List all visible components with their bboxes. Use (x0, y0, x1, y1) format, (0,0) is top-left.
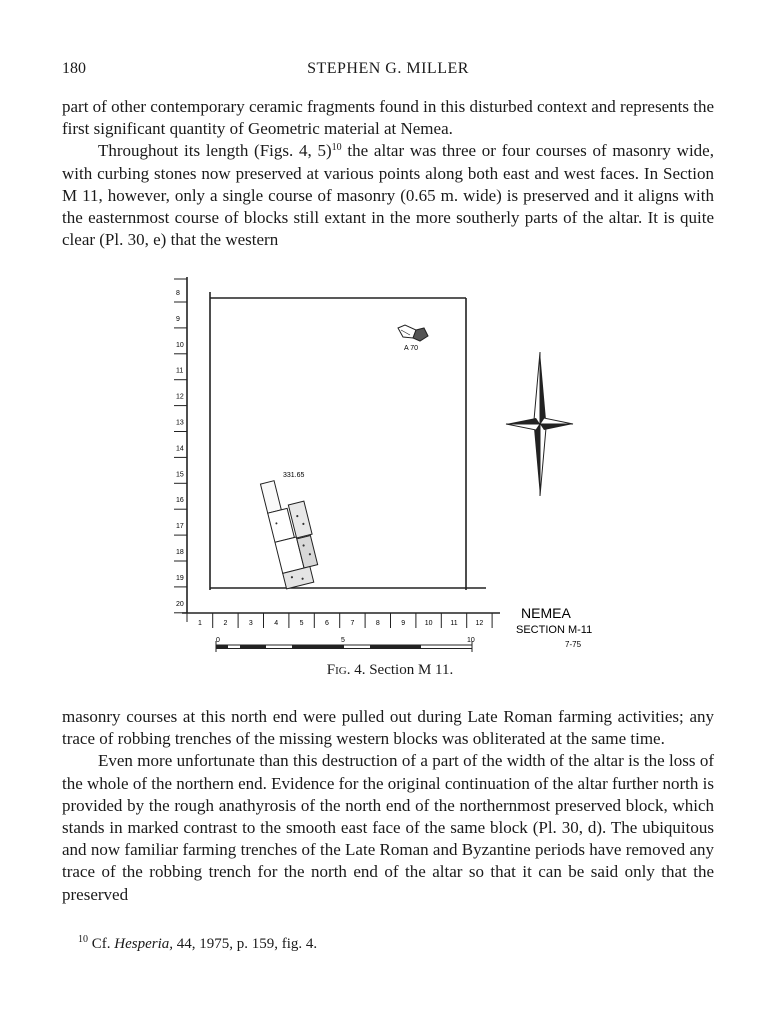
find-a70-label: A 70 (404, 345, 419, 352)
x-tick-label: 12 (475, 620, 484, 627)
y-tick-label: 14 (176, 445, 184, 453)
paragraph: part of other contemporary ceramic fragments found in this disturbed context and represents the first significant quantity of Geometric material at Nemea. (62, 97, 714, 139)
y-tick-label: 15 (176, 471, 184, 479)
y-tick-label: 10 (176, 341, 184, 349)
page-number: 180 (62, 60, 86, 77)
paragraph: Even more unfortunate than this destruction of a part of the width of the altar is the loss of the whole of the northern end. Evidence for the original continuation of the altar further north is provided by the rough anathyrosis of the north end of the northernmost preserved block, which stands in marked contrast to the smooth east face of the same block (Pl. 30, d). The ubiquitous and now familiar farming trenches of the Late Roman and Byzantine periods have removed any trace of the robbing trench for the north end of the altar so that it can be said only that the preserved (62, 751, 714, 904)
y-tick-label: 12 (176, 393, 184, 401)
y-tick-label: 20 (176, 600, 184, 608)
x-tick-label: 11 (450, 620, 458, 627)
paragraph: masonry courses at this north end were pulled out during Late Roman farming activities; any trace of robbing trenches of the missing western blocks was obliterated at the same time. (62, 707, 714, 749)
y-tick-label: 9 (176, 315, 180, 323)
body-text-top (62, 96, 714, 251)
paragraph: Throughout its length (Figs. 4, 5)$^{10}$ the altar was three or four courses of masonry wide, with curbing stones now preserved at various points along both east and west faces. In Section M 11, however, only a single course of masonry (0.65 m. wide) is preserved and it aligns with the easternmost course of blocks still extant in the more southerly parts of the altar. It is quite clear (Pl. 30, e) that the western (62, 141, 714, 250)
body-text-bottom (62, 706, 714, 906)
y-tick-label: 8 (176, 290, 180, 297)
x-tick-label: 1 (198, 620, 202, 627)
y-tick-label: 11 (176, 367, 184, 375)
running-head: STEPHEN G. MILLER (307, 60, 469, 77)
y-tick-label: 13 (176, 419, 184, 427)
x-tick-label: 8 (375, 620, 380, 627)
scale-label: 5 (341, 637, 345, 644)
y-tick-label: 17 (176, 523, 184, 531)
y-tick-label: 18 (176, 549, 184, 556)
x-tick-label: 2 (223, 620, 228, 627)
scale-bar (216, 637, 475, 652)
y-axis-ticks (174, 279, 187, 613)
x-tick-label: 9 (401, 620, 406, 627)
figure-subtitle: SECTION M-11 (516, 624, 593, 636)
x-tick-label: 4 (274, 620, 279, 627)
x-tick-label: 7 (350, 620, 355, 627)
footnote-ref: 10 (331, 142, 342, 154)
find-a70 (398, 325, 428, 352)
y-tick-label: 19 (176, 574, 184, 582)
scale-label: 0 (216, 637, 220, 644)
x-axis-ticks (187, 613, 492, 628)
y-tick-label: 16 (176, 497, 184, 505)
x-tick-label: 6 (325, 620, 329, 627)
x-tick-label: 5 (299, 620, 304, 627)
figure-date: 7-75 (565, 640, 582, 649)
figure-caption: Fig. 4. Section M 11. (326, 662, 454, 678)
x-tick-label: 10 (424, 620, 433, 627)
page-header (62, 60, 714, 82)
footnote: $^{10}$ Cf. Hesperia, 44, 1975, p. 159, fig. 4. (78, 934, 318, 952)
elevation-label: 331.65 (283, 472, 305, 479)
figure-title: NEMEA (521, 605, 571, 621)
altar-blocks (260, 475, 323, 589)
north-arrow (506, 352, 573, 496)
section-plan-figure (0, 270, 780, 662)
scale-label: 10 (467, 637, 475, 644)
x-tick-label: 3 (248, 620, 253, 627)
